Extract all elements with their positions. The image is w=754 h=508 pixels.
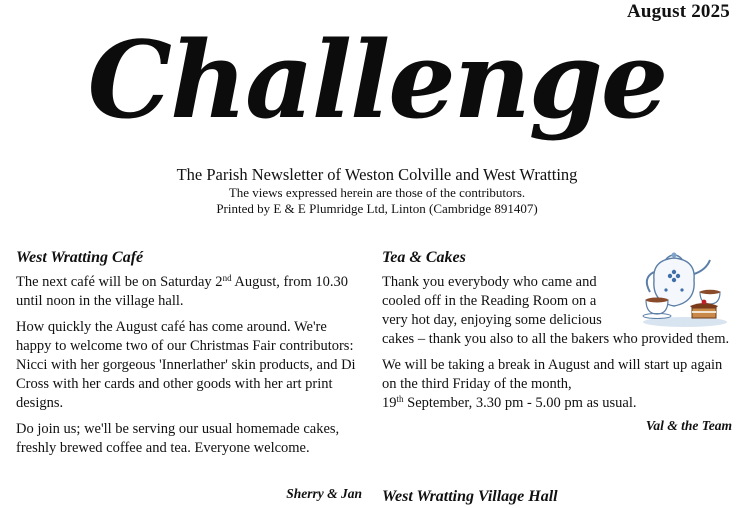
teapot-cups-cake-icon [640, 250, 730, 328]
tea-p2-day: 19 [382, 395, 397, 411]
tea-p2-ordinal: th [396, 394, 404, 404]
cafe-p1-text-a: The next café will be on Saturday 2 [16, 274, 223, 290]
newsletter-subtitle: The Parish Newsletter of Weston Colville and West Wratting [176, 165, 578, 184]
cafe-paragraph-1 [16, 273, 364, 311]
tea-p2-text-c: September, 3.30 pm - 5.00 pm as usual. [403, 395, 637, 411]
tea-p1-narrow: Thank you everybody who came and cooled off in the Reading Room on a very hot day, enjoying some delicious [382, 274, 602, 328]
disclaimer-line: The views expressed herein are those of the contributors. [228, 185, 526, 200]
tea-paragraph-2 [382, 356, 732, 413]
village-hall-heading: West Wratting Village Hall [382, 488, 558, 505]
cafe-paragraph-3: Do join us; we'll be serving our usual homemade cakes, freshly brewed coffee and tea. Everyone welcome. [16, 421, 340, 456]
cafe-paragraph-2: How quickly the August café has come around. We're happy to welcome two of our Christmas Fair contributors: Nicci with her gorgeous 'Innerlather' skin products, and Di Cross with her cards and other goods with her art print designs. [16, 319, 356, 411]
tea-heading: Tea & Cakes [382, 249, 466, 266]
issue-date: August 2025 [626, 1, 730, 22]
tea-p2-text-a: We will be taking a break in August and will start up again on the third Friday of the month, [382, 357, 723, 392]
cafe-p1-ordinal: nd [222, 273, 232, 283]
cafe-signature: Sherry & Jan [286, 486, 362, 501]
masthead-title: Challenge [87, 17, 667, 142]
cafe-heading: West Wratting Café [16, 249, 144, 266]
printer-line: Printed by E & E Plumridge Ltd, Linton (Cambridge 891407) [216, 201, 538, 216]
tea-signature: Val & the Team [645, 418, 732, 433]
tea-paragraph-1b: cakes – thank you also to all the bakers who provided them. [382, 331, 730, 347]
cafe-p1-text-b: August, from 10.30 until noon in the village hall. [16, 274, 348, 309]
cafe-article [16, 248, 364, 465]
